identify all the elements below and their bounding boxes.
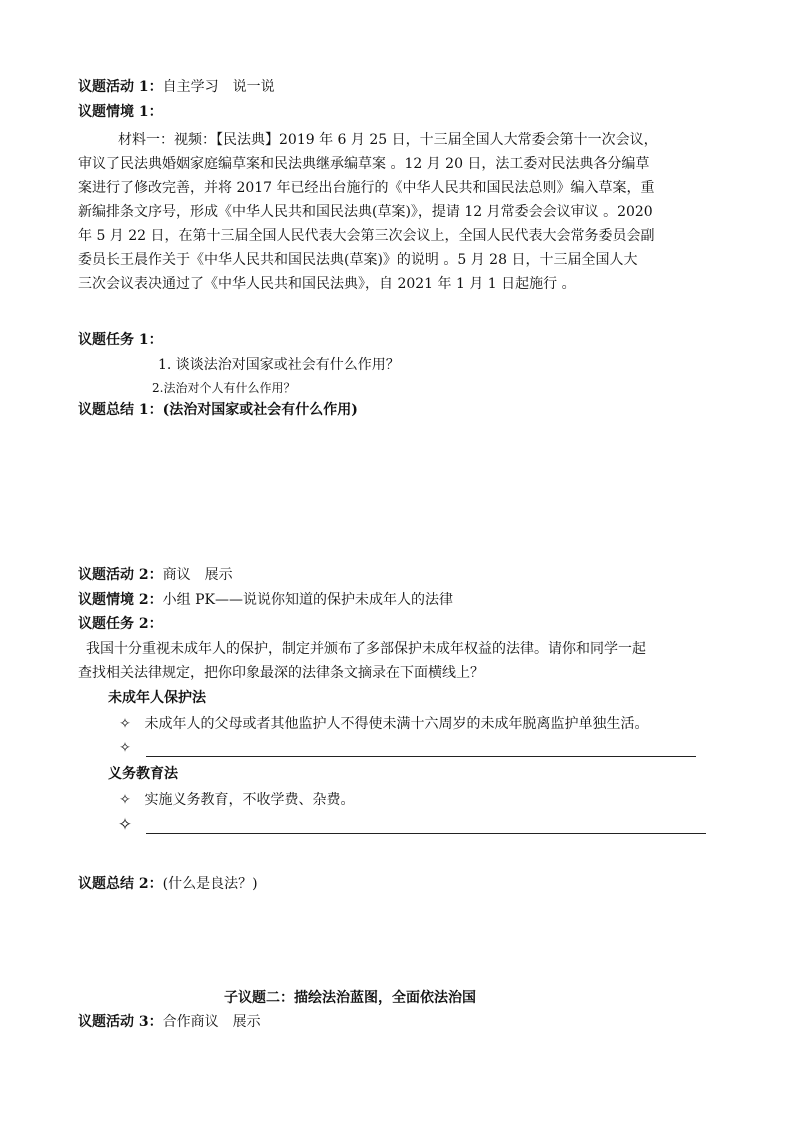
activity1-label: 议题活动 1： [78, 79, 163, 95]
material-line-6: 委员长王晨作关于《中华人民共和国民法典(草案)》的说明 。5 月 28 日，十三届全国人大 [78, 252, 638, 268]
material-line-4: 新编排条文序号，形成《中华人民共和国民法典(草案)》，提请 12 月常委会会议审议 。2020 [78, 204, 653, 220]
summary1-label: 议题总结 1：(法治对国家或社会有什么作用) [78, 402, 358, 418]
summary2-line [78, 874, 258, 894]
material-line-2: 审议了民法典婚姻家庭编草案和民法典继承编草案 。12 月 20 日，法工委对民法典各分编草 [78, 156, 650, 172]
summary2-text: (什么是良法？) [162, 876, 258, 892]
activity3-line [78, 1012, 261, 1032]
situation1-label: 议题情境 1： [78, 104, 163, 120]
law1-title: 未成年人保护法 [108, 690, 206, 706]
situation2-text: 小组 PK——说说你知道的保护未成年人的法律 [162, 592, 453, 608]
law2-title: 义务教育法 [108, 766, 178, 782]
material-line-7: 三次会议表决通过了《中华人民共和国民法典》，自 2021 年 1 月 1 日起施行 。 [78, 276, 576, 292]
law2-blank-line [146, 833, 706, 834]
activity3-text: 合作商议 展示 [162, 1014, 261, 1030]
activity2-text: 商议 展示 [162, 567, 233, 583]
law1-blank-line [146, 756, 696, 757]
task2-desc-line-1: 我国十分重视未成年人的保护，制定并颁布了多部保护未成年权益的法律。请你和同学一起 [86, 641, 646, 657]
diamond-bullet-icon: ✧ [119, 792, 131, 808]
material-line-1: 材料一：视频：【民法典】2019 年 6 月 25 日，十三届全国人大常委会第十一次会议， [118, 132, 658, 148]
activity1-text: 自主学习 说一说 [162, 79, 275, 95]
diamond-bullet-icon: ✧ [119, 716, 131, 732]
task1-label: 议题任务 1： [78, 332, 163, 348]
task1-question-2: 2.法治对个人有什么作用？ [152, 381, 296, 395]
activity2-label: 议题活动 2： [78, 567, 163, 583]
law1-item-1 [116, 714, 648, 734]
situation2-line [78, 590, 453, 610]
law2-item-2 [116, 815, 134, 835]
activity1-line [78, 77, 275, 97]
law1-item-2 [116, 738, 134, 758]
activity3-label: 议题活动 3： [78, 1014, 163, 1030]
subtopic2-title: 子议题二：描绘法治蓝图，全面依法治国 [224, 990, 476, 1006]
situation2-label: 议题情境 2： [78, 592, 163, 608]
diamond-bullet-icon: ✧ [117, 815, 133, 835]
law2-item-1 [116, 790, 354, 810]
law1-item-1-text: 未成年人的父母或者其他监护人不得使未满十六周岁的未成年脱离监护单独生活。 [144, 716, 649, 732]
diamond-bullet-icon: ✧ [119, 740, 131, 756]
material-line-5: 年 5 月 22 日，在第十三届全国人民代表大会第三次会议上，全国人民代表大会常务委员会副 [78, 228, 655, 244]
activity2-line [78, 565, 233, 585]
law2-item-1-text: 实施义务教育，不收学费、杂费。 [144, 792, 355, 808]
task1-question-1: 1. 谈谈法治对国家或社会有什么作用？ [158, 357, 400, 373]
summary2-label: 议题总结 2： [78, 876, 163, 892]
material-line-3: 案进行了修改完善，并将 2017 年已经出台施行的《中华人民共和国民法总则》编入草案，重 [78, 180, 655, 196]
task2-desc-line-2: 查找相关法律规定，把你印象最深的法律条文摘录在下面横线上？ [78, 665, 484, 681]
task2-label: 议题任务 2： [78, 616, 163, 632]
